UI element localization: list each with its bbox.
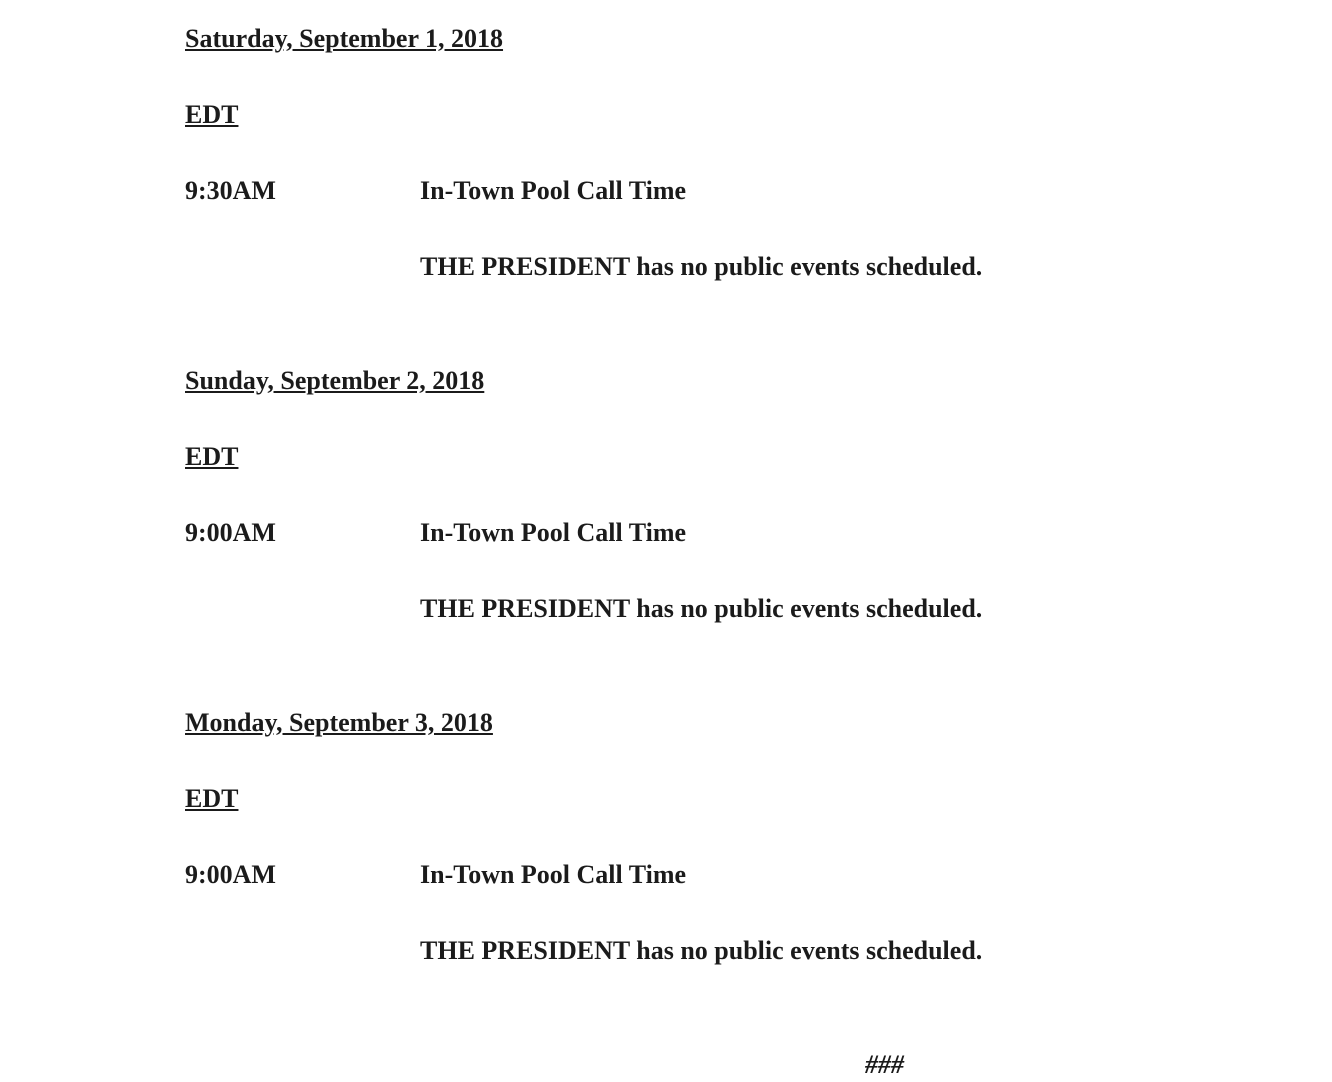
day-date-heading: Monday, September 3, 2018 bbox=[185, 708, 493, 737]
schedule-entry bbox=[185, 172, 1292, 210]
timezone-label: EDT bbox=[185, 100, 239, 129]
schedule-day bbox=[185, 20, 1292, 286]
schedule-day bbox=[185, 704, 1292, 970]
event-time: 9:30AM bbox=[185, 176, 276, 205]
schedule-entry bbox=[185, 856, 1292, 894]
end-marker: ### bbox=[865, 1050, 904, 1079]
event-note: THE PRESIDENT has no public events scheduled. bbox=[420, 594, 983, 623]
day-date-heading: Sunday, September 2, 2018 bbox=[185, 366, 485, 395]
event-time: 9:00AM bbox=[185, 518, 276, 547]
event-title: In-Town Pool Call Time bbox=[420, 176, 687, 205]
day-date-heading: Saturday, September 1, 2018 bbox=[185, 24, 504, 53]
timezone-label: EDT bbox=[185, 442, 239, 471]
schedule-day bbox=[185, 362, 1292, 628]
event-note: THE PRESIDENT has no public events scheduled. bbox=[420, 936, 983, 965]
event-title: In-Town Pool Call Time bbox=[420, 518, 687, 547]
event-time: 9:00AM bbox=[185, 860, 276, 889]
event-note: THE PRESIDENT has no public events scheduled. bbox=[420, 252, 983, 281]
event-title: In-Town Pool Call Time bbox=[420, 860, 687, 889]
timezone-label: EDT bbox=[185, 784, 239, 813]
schedule-entry bbox=[185, 514, 1292, 552]
